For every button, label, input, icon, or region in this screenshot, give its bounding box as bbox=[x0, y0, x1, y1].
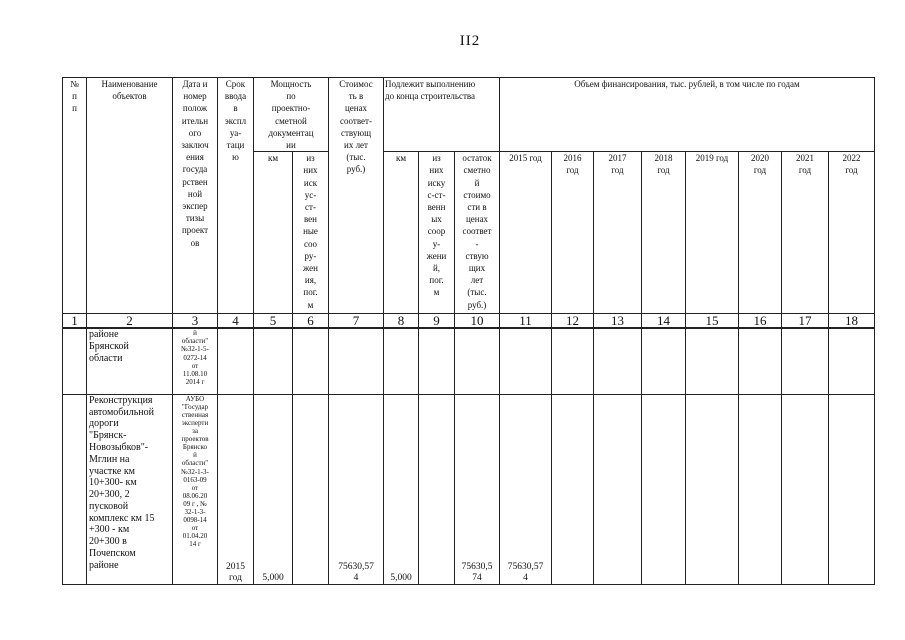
header-commissioning-term: Срок ввода в экспл уа- таци ю bbox=[218, 78, 254, 314]
column-number: 2 bbox=[87, 314, 173, 329]
column-number: 16 bbox=[739, 314, 782, 329]
header-year-2020: 2020 год bbox=[739, 152, 782, 314]
cost-value: 75630,57 4 bbox=[329, 394, 384, 584]
column-number: 5 bbox=[254, 314, 293, 329]
column-numbers-row bbox=[63, 314, 875, 329]
funding-2015: 75630,57 4 bbox=[500, 394, 552, 584]
remaining-cost: 75630,5 74 bbox=[455, 394, 500, 584]
object-name: районе Брянской области bbox=[87, 328, 173, 394]
column-number: 13 bbox=[594, 314, 642, 329]
column-number: 11 bbox=[500, 314, 552, 329]
expertise-info: АУБО "Государ ственная эксперти за проектов Брянско й области" №32-1-3- 0163-09 от 08.06.20 09 г , № 32-1-3- 0098-14 от 01.04.20 14 г bbox=[173, 394, 218, 584]
table-row bbox=[63, 328, 875, 394]
header-expertise: Дата и номер полож ительн ого заключ ения госуда рствен ной экспер тизы проект ов bbox=[173, 78, 218, 314]
column-number: 6 bbox=[293, 314, 329, 329]
expertise-info: й области" №32-1-5- 0272-14 от 11.08.10 2014 г bbox=[173, 328, 218, 394]
header-year-2018: 2018 год bbox=[642, 152, 686, 314]
column-number: 15 bbox=[686, 314, 739, 329]
header-remaining-cost: остаток сметно й стоимо сти в ценах соответ - ствую щих лет (тыс. руб.) bbox=[455, 152, 500, 314]
header-year-2015: 2015 год bbox=[500, 152, 552, 314]
object-name: Реконструкция автомобильной дороги "Брянск- Новозыбков"- Мглин на участке км 10+300- км 20+300, 2 пусковой комплекс км 15 +300 - км 20+300 в Почепском районе bbox=[87, 394, 173, 584]
header-capacity: Мощность по проектно- сметной документац ии bbox=[254, 78, 329, 152]
table-row bbox=[63, 394, 875, 584]
column-number: 4 bbox=[218, 314, 254, 329]
remaining-km: 5,000 bbox=[384, 394, 419, 584]
investment-table bbox=[62, 77, 875, 585]
column-number: 3 bbox=[173, 314, 218, 329]
header-remaining-km: км bbox=[384, 152, 419, 314]
commissioning-term: 2015 год bbox=[218, 394, 254, 584]
header-row-1 bbox=[63, 78, 875, 152]
header-capacity-km: км bbox=[254, 152, 293, 314]
header-funding: Объем финансирования, тыс. рублей, в том числе по годам bbox=[500, 78, 875, 152]
column-number: 1 bbox=[63, 314, 87, 329]
header-name: Наименование объектов bbox=[87, 78, 173, 314]
column-number: 8 bbox=[384, 314, 419, 329]
header-year-2021: 2021 год bbox=[782, 152, 829, 314]
header-year-2022: 2022 год bbox=[829, 152, 875, 314]
column-number: 12 bbox=[552, 314, 594, 329]
capacity-km: 5,000 bbox=[254, 394, 293, 584]
column-number: 14 bbox=[642, 314, 686, 329]
header-capacity-artificial: из них иск ус- ст- вен ные соо ру- жен ия, пог. м bbox=[293, 152, 329, 314]
column-number: 7 bbox=[329, 314, 384, 329]
header-remaining: Подлежит выполнению до конца строительства bbox=[384, 78, 500, 152]
column-number: 10 bbox=[455, 314, 500, 329]
column-number: 9 bbox=[419, 314, 455, 329]
header-year-2019: 2019 год bbox=[686, 152, 739, 314]
column-number: 17 bbox=[782, 314, 829, 329]
header-year-2016: 2016 год bbox=[552, 152, 594, 314]
header-cost: Стоимос ть в ценах соответ- ствующ их лет (тыс. руб.) bbox=[329, 78, 384, 314]
page-number: II2 bbox=[459, 33, 481, 49]
header-year-2017: 2017 год bbox=[594, 152, 642, 314]
header-no: № п п bbox=[63, 78, 87, 314]
column-number: 18 bbox=[829, 314, 875, 329]
header-remaining-artificial: из них иску с-ст- венн ых соор у- жени й, пог. м bbox=[419, 152, 455, 314]
